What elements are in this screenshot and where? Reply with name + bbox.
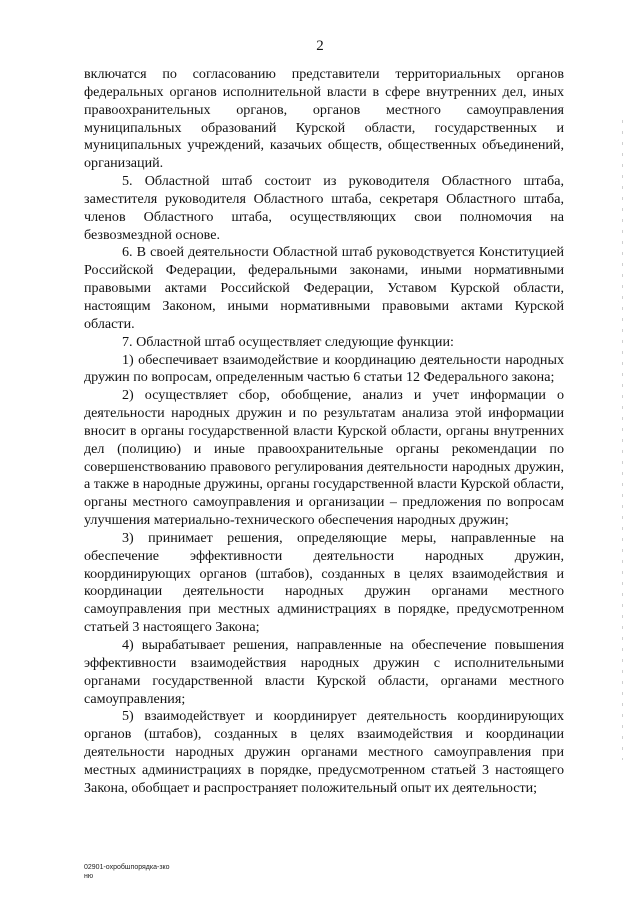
document-footer — [84, 863, 170, 881]
paragraph: 5. Областной штаб состоит из руководителя Областного штаба, заместителя руководителя Областного штаба, секретаря Областного штаба, членов Областного штаба, осуществляющих свои полномочия на безвозмездной основе. — [84, 173, 564, 243]
list-item: 4) вырабатывает решения, направленные на обеспечение повышения эффективности взаимодействия народных дружин с исполнительными органами государственной власти Курской области, органами местного самоуправления; — [84, 637, 564, 707]
footer-file-id: 02901-охробшпорядка-зко — [84, 864, 170, 871]
paragraph: 6. В своей деятельности Областной штаб руководствуется Конституцией Российской Федерации, федеральными законами, иными нормативными правовыми актами Российской Федерации, Уставом Курской области, настоящим Законом, иными нормативными правовыми актами Курской области. — [84, 244, 564, 332]
list-item: 2) осуществляет сбор, обобщение, анализ и учет информации о деятельности народных дружин и по результатам анализа этой информации вносит в органы государственной власти Курской области, органы внутренних дел (полицию) и иные правоохранительные органы рекомендации по совершенствованию правового регулирования деятельности народных дружин, а также в народные дружины, органы государственной власти Курской области, органы местного самоуправления и организации – предложения по вопросам улучшения материально-технического обеспечения народных дружин; — [84, 387, 564, 529]
scan-artifact — [622, 120, 623, 760]
document-body — [84, 66, 564, 798]
list-item: 5) взаимодействует и координирует деятельность координирующих органов (штабов), созданных в целях взаимодействия и координации деятельности народных дружин органами местного самоуправления при местных администрациях в порядке, предусмотренном статьей 3 настоящего Закона, обобщает и распространяет положительный опыт их деятельности; — [84, 708, 564, 796]
page-number: 2 — [316, 38, 324, 54]
paragraph: включатся по согласованию представители территориальных органов федеральных органов исполнительной власти в сфере внутренних дел, иных правоохранительных органов, органов местного самоуправления муниципальных образований Курской области, государственных и муниципальных учреждений, казачьих обществ, общественных объединений, организаций. — [84, 66, 564, 172]
footer-file-id-continued: ню — [84, 873, 94, 880]
paragraph: 7. Областной штаб осуществляет следующие функции: — [122, 333, 454, 350]
list-item: 3) принимает решения, определяющие меры, направленные на обеспечение эффективности деятельности народных дружин, координирующих органов (штабов), созданных в целях взаимодействия и координации деятельности народных дружин органами местного самоуправления при местных администрациях в порядке, предусмотренном статьей 3 настоящего Закона; — [84, 529, 564, 636]
list-item: 1) обеспечивает взаимодействие и координацию деятельности народных дружин по вопросам, определенным частью 6 статьи 12 Федерального закона; — [84, 351, 564, 386]
